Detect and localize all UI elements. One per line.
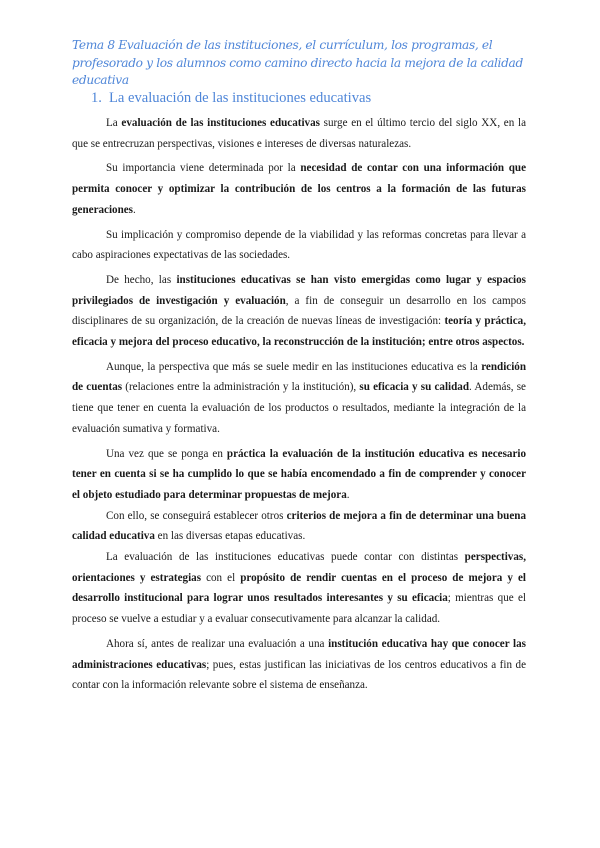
text-run: surge en el último tercio del siglo XX, en la que se entrecruzan perspectivas, visiones e intereses de diversas naturalezas. xyxy=(72,117,526,150)
paragraph xyxy=(72,113,526,154)
text-run: Una vez que se ponga en xyxy=(106,447,227,460)
bold-text: práctica la evaluación de la institución educativa es necesario tener en cuenta si se ha cumplido lo que se había encomendado a fin de comprender y conocer el objeto estudiado para determinar propuestas de mejora xyxy=(72,447,526,501)
paragraph xyxy=(72,506,526,547)
text-run: ; pues, estas justifican las iniciativas de los centros educativos a fin de contar con la información relevante sobre el sistema de enseñanza. xyxy=(72,658,526,692)
text-run: en las diversas etapas educativas. xyxy=(154,530,306,543)
text-run: La evaluación de las instituciones educativas puede contar con distintas xyxy=(106,551,465,564)
bold-text: instituciones educativas se han visto emergidas como lugar y espacios privilegiados de investigación y evaluación xyxy=(72,273,526,307)
text-run: ; mientras que el proceso se vuelve a estudiar y a evaluar consecutivamente para alcanzar la calidad. xyxy=(72,592,526,626)
paragraph xyxy=(72,444,526,506)
bold-text: propósito de rendir cuentas en el proceso de mejora y el desarrollo institucional para lograr unos resultados interesantes y su eficacia xyxy=(72,571,526,605)
paragraph xyxy=(72,225,526,266)
bold-text: criterios de mejora a fin de determinar una buena calidad educativa xyxy=(72,509,526,543)
text-run: Su importancia viene determinada por la xyxy=(106,162,301,175)
section-number: 1. xyxy=(91,90,102,106)
bold-text: rendición de cuentas xyxy=(72,360,526,394)
text-run: Aunque, la perspectiva que más se suele medir en las instituciones educativa es la xyxy=(106,360,482,373)
text-run: La xyxy=(106,117,122,129)
section-heading xyxy=(91,89,371,107)
bold-text: evaluación de las instituciones educativas xyxy=(121,117,320,129)
text-run: . Además, se tiene que tener en cuenta la evaluación de los productos o resultados, mediante la integración de la evaluación sumativa y formativa. xyxy=(72,381,526,435)
text-run: Con ello, se conseguirá establecer otros xyxy=(106,509,287,522)
paragraph xyxy=(72,357,526,440)
chapter-heading: Tema 8 Evaluación de las instituciones, el currículum, los programas, el profesorado y los alumnos como camino directo hacia la mejora de la calidad educativa xyxy=(72,38,523,87)
paragraph xyxy=(72,547,526,630)
bold-text: institución educativa hay que conocer las administraciones educativas xyxy=(72,637,526,671)
body-text xyxy=(72,113,526,700)
bold-text: teoría y práctica, eficacia y mejora del proceso educativo, la reconstrucción de la institución; entre otros aspectos. xyxy=(72,315,526,349)
paragraph xyxy=(72,634,526,696)
paragraph xyxy=(72,158,526,220)
bold-text: necesidad de contar con una información que permita conocer y optimizar la contribución de los centros a la formación de las futuras generaciones xyxy=(72,162,526,216)
text-run: . xyxy=(133,203,136,216)
bold-text: perspectivas, orientaciones y estrategias xyxy=(72,551,526,584)
text-run: . xyxy=(346,488,350,501)
text-run: Su implicación y compromiso depende de la viabilidad y las reformas concretas para llevar a cabo aspiraciones expectativas de las sociedades. xyxy=(72,228,526,262)
text-run: De hecho, las xyxy=(106,273,177,286)
text-run: (relaciones entre la administración y la institución), xyxy=(122,381,360,394)
text-run: Ahora sí, antes de realizar una evaluación a una xyxy=(106,637,329,650)
bold-text: su eficacia y su calidad xyxy=(359,381,470,394)
section-title-text: La evaluación de las instituciones educativas xyxy=(108,90,372,106)
text-run: con el xyxy=(201,571,241,584)
text-run: , a fin de conseguir un desarrollo en los campos disciplinares de su organización, de la creación de nuevas líneas de investigación: xyxy=(72,294,526,328)
paragraph xyxy=(72,270,526,353)
